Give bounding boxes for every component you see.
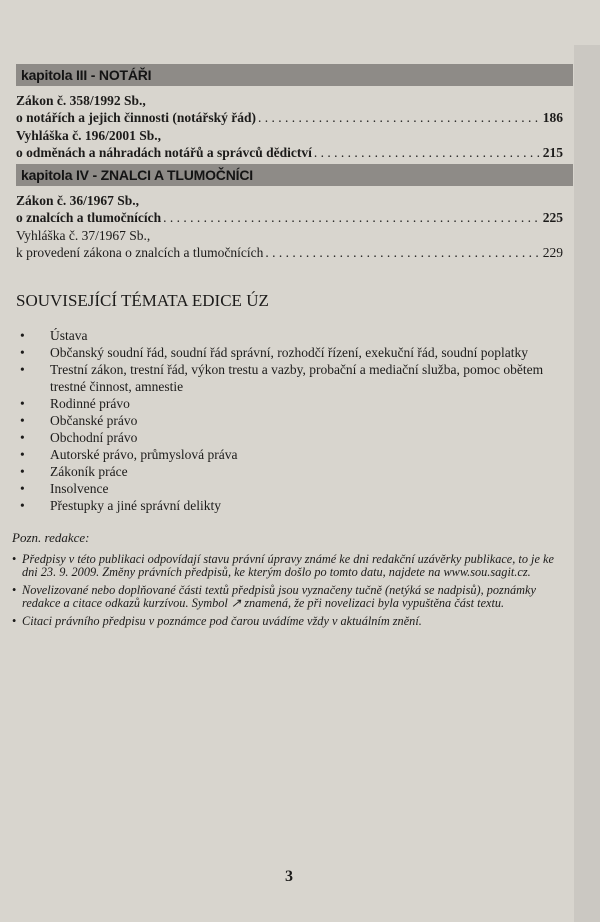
bullet-icon: •	[12, 552, 17, 566]
list-item	[12, 615, 572, 628]
topic-text: Obchodní právo	[50, 429, 138, 445]
topic-text: Autorské právo, průmyslová práva	[50, 446, 238, 462]
toc-entry-subtitle: o odměnách a náhradách notářů a správců dědictví	[16, 145, 312, 160]
toc-entry[interactable]	[16, 192, 563, 226]
bullet-icon: •	[20, 463, 25, 479]
list-item	[20, 396, 560, 413]
leader-dots	[163, 209, 541, 226]
editor-notes-list	[12, 553, 572, 633]
topic-text: Občanský soudní řád, soudní řád správní, rozhodčí řízení, exekuční řád, soudní poplatky	[50, 345, 529, 360]
note-text: Novelizované nebo doplňované části textů předpisů jsou vyznačeny tučně (netýká se nadpisů), poznámky redakce a citace odkazů kurzívou. Symbol ↗ znamená, že při novelizaci byla vypuštěna část textu.	[22, 583, 536, 610]
toc-entry-title: Vyhláška č. 196/2001 Sb.,	[16, 128, 162, 143]
list-item	[12, 553, 572, 579]
list-item	[20, 464, 560, 481]
toc-entry-subtitle: k provedení zákona o znalcích a tlumočnících	[16, 245, 264, 260]
note-text: Předpisy v této publikaci odpovídají stavu právní úpravy známé ke dni redakční uzávěrky publikace, to je ke dni 23. 9. 2009. Změny právních předpisů, ke kterým došlo po tomto datu, najdete na www.sou.sagit.cz.	[22, 552, 554, 579]
toc-entry-subtitle: o znalcích a tlumočnících	[16, 210, 162, 225]
toc-entry-title: Vyhláška č. 37/1967 Sb.,	[16, 228, 151, 243]
toc-page-number: 215	[542, 145, 563, 160]
list-item	[20, 481, 560, 498]
related-topics-list	[20, 328, 560, 515]
bullet-icon: •	[20, 412, 25, 428]
bullet-icon: •	[12, 614, 17, 628]
leader-dots	[265, 244, 540, 261]
bullet-icon: •	[20, 328, 25, 343]
topic-text: Zákoník práce	[50, 463, 128, 479]
topic-text: Insolvence	[50, 480, 109, 496]
leader-dots	[258, 109, 541, 126]
bullet-icon: •	[20, 345, 25, 360]
topic-text: Ústava	[50, 328, 88, 343]
list-item	[20, 498, 560, 515]
related-topics-heading: SOUVISEJÍCÍ TÉMATA EDICE ÚZ	[16, 291, 269, 310]
topic-text: Rodinné právo	[50, 395, 130, 411]
bullet-icon: •	[20, 362, 25, 377]
list-item	[20, 362, 560, 395]
bullet-icon: •	[20, 497, 25, 513]
toc-entry[interactable]	[16, 92, 563, 126]
chapter-heading: kapitola III - NOTÁŘI	[16, 64, 573, 86]
topic-text: Přestupky a jiné správní delikty	[50, 497, 221, 513]
page-number: 3	[285, 868, 293, 885]
topic-text: Trestní zákon, trestní řád, výkon trestu a vazby, probační a mediační služba, pomoc obětem trestné činnost, amnestie	[50, 362, 544, 394]
note-text: Citaci právního předpisu v poznámce pod čarou uvádíme vždy v aktuálním znění.	[22, 614, 422, 628]
bullet-icon: •	[20, 429, 25, 445]
bullet-icon: •	[20, 480, 25, 496]
toc-entry[interactable]	[16, 227, 563, 261]
list-item	[20, 413, 560, 430]
toc-entry-subtitle: o notářích a jejich činnosti (notářský řád)	[16, 110, 256, 125]
list-item	[20, 430, 560, 447]
bullet-icon: •	[20, 446, 25, 462]
bullet-icon: •	[12, 583, 17, 597]
toc-page-number: 225	[542, 210, 563, 225]
toc-page-number: 229	[542, 245, 563, 260]
toc-entry[interactable]	[16, 127, 563, 161]
page-edge-shadow	[574, 45, 600, 922]
list-item	[20, 447, 560, 464]
bullet-icon: •	[20, 395, 25, 411]
toc-entry-title: Zákon č. 36/1967 Sb.,	[16, 193, 140, 208]
topic-text: Občanské právo	[50, 412, 138, 428]
list-item	[12, 584, 572, 610]
list-item	[20, 345, 560, 362]
leader-dots	[314, 144, 541, 161]
toc-entry-title: Zákon č. 358/1992 Sb.,	[16, 93, 146, 108]
list-item	[20, 328, 560, 345]
editor-note-heading: Pozn. redakce:	[12, 530, 90, 545]
chapter-heading: kapitola IV - ZNALCI A TLUMOČNÍCI	[16, 164, 573, 186]
toc-page-number: 186	[542, 110, 563, 125]
